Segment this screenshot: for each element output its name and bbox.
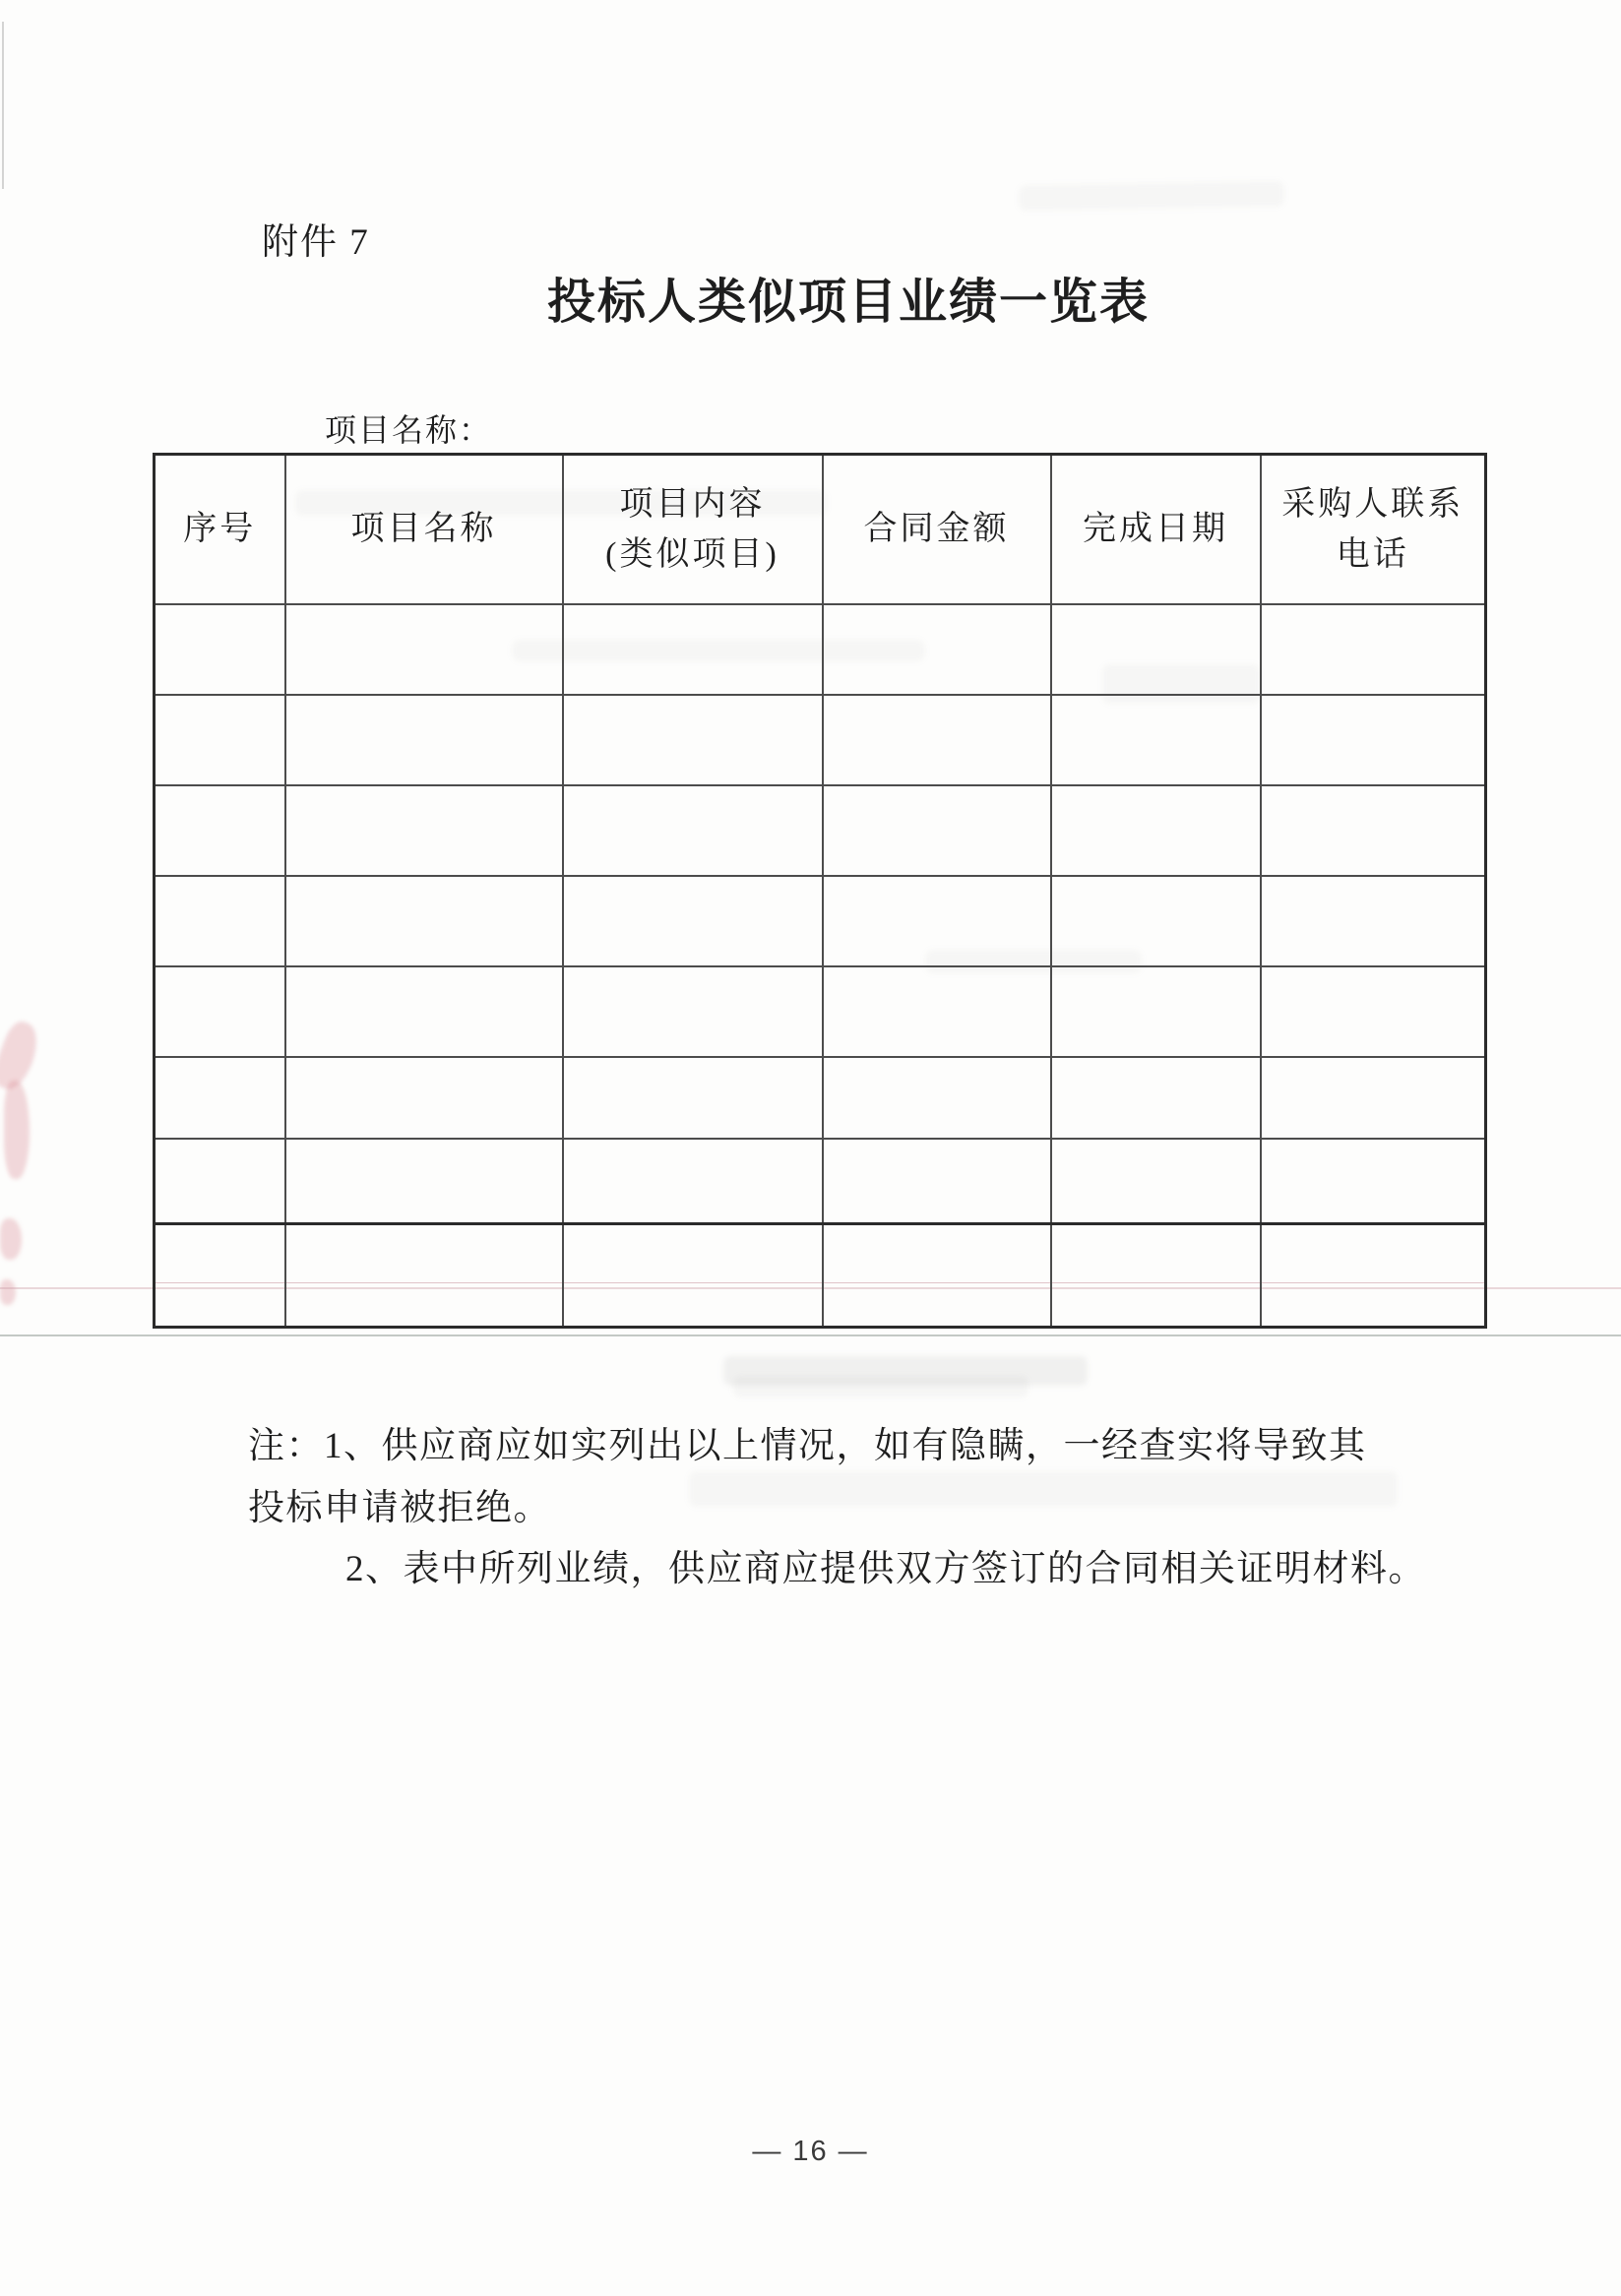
empty-cell	[1261, 966, 1486, 1057]
column-header-label: 项目名称	[350, 511, 497, 548]
table-empty-row	[155, 604, 1486, 695]
column-header-label: (类似项目)	[605, 535, 779, 573]
empty-cell	[823, 1057, 1051, 1139]
column-header-label: 采购人联系	[1281, 485, 1465, 523]
empty-cell	[1051, 966, 1261, 1057]
empty-cell	[1051, 604, 1261, 695]
empty-cell	[1051, 1139, 1261, 1224]
empty-cell	[563, 1283, 823, 1328]
page-number: — 16 —	[752, 2136, 869, 2167]
empty-cell	[285, 785, 563, 876]
pink-ink-artifact	[4, 1081, 30, 1179]
table-empty-row	[155, 1057, 1486, 1139]
empty-cell	[155, 1224, 285, 1283]
empty-cell	[1261, 876, 1486, 966]
bleed-through-artifact	[723, 1356, 1088, 1386]
empty-cell	[1261, 1139, 1486, 1224]
empty-cell	[155, 604, 285, 695]
project-name-label: 项目名称：	[325, 412, 493, 448]
empty-cell	[563, 966, 823, 1057]
empty-cell	[823, 785, 1051, 876]
empty-cell	[1051, 1283, 1261, 1328]
note-line-2: 投标申请被拒绝。	[248, 1488, 551, 1528]
pink-ink-artifact	[0, 1279, 16, 1305]
empty-cell	[823, 695, 1051, 785]
column-header-label: 序号	[183, 511, 257, 548]
empty-cell	[563, 1139, 823, 1224]
table-header-row	[155, 455, 1486, 604]
table-empty-row	[155, 1224, 1486, 1283]
bleed-through-artifact	[733, 1376, 1029, 1397]
empty-cell	[155, 1139, 285, 1224]
empty-cell	[1051, 1224, 1261, 1283]
empty-cell	[563, 1057, 823, 1139]
faint-scan-line	[0, 1334, 1621, 1336]
table-empty-row	[155, 1139, 1486, 1224]
pink-ink-artifact	[0, 1218, 22, 1260]
empty-cell	[1261, 785, 1486, 876]
table-empty-row	[155, 695, 1486, 785]
empty-cell	[155, 695, 285, 785]
empty-cell	[1051, 876, 1261, 966]
scan-edge-artifact	[2, 22, 4, 189]
empty-cell	[285, 966, 563, 1057]
column-header-label: 完成日期	[1083, 511, 1228, 548]
empty-cell	[823, 876, 1051, 966]
empty-cell	[823, 1224, 1051, 1283]
column-header-project-content	[563, 455, 823, 604]
bleed-through-artifact	[689, 1471, 1398, 1507]
empty-cell	[1051, 695, 1261, 785]
document-title: 投标人类似项目业绩一览表	[547, 275, 1151, 329]
performance-table	[153, 453, 1487, 1329]
table-empty-row	[155, 1283, 1486, 1328]
empty-cell	[563, 876, 823, 966]
column-header-label: 项目内容	[619, 485, 766, 523]
empty-cell	[1261, 695, 1486, 785]
empty-cell	[285, 1057, 563, 1139]
empty-cell	[1051, 785, 1261, 876]
column-header-project-name	[285, 455, 563, 604]
empty-cell	[563, 695, 823, 785]
empty-cell	[155, 1057, 285, 1139]
column-header-seq	[155, 455, 285, 604]
empty-cell	[823, 1139, 1051, 1224]
table-empty-row	[155, 966, 1486, 1057]
column-header-label: 电话	[1336, 535, 1409, 573]
pink-ink-artifact	[0, 1018, 44, 1093]
empty-cell	[1261, 1224, 1486, 1283]
empty-cell	[823, 966, 1051, 1057]
table-empty-row	[155, 785, 1486, 876]
empty-cell	[155, 1283, 285, 1328]
empty-cell	[285, 604, 563, 695]
empty-cell	[1261, 1283, 1486, 1328]
bleed-through-artifact	[1019, 181, 1284, 212]
empty-cell	[1051, 1057, 1261, 1139]
empty-cell	[563, 785, 823, 876]
column-header-completion-date	[1051, 455, 1261, 604]
note-line-1: 注：1、供应商应如实列出以上情况，如有隐瞒，一经查实将导致其	[248, 1426, 1367, 1466]
table-empty-row	[155, 876, 1486, 966]
empty-cell	[155, 876, 285, 966]
empty-cell	[823, 1283, 1051, 1328]
note-line-3: 2、表中所列业绩，供应商应提供双方签订的合同相关证明材料。	[345, 1549, 1426, 1589]
empty-cell	[285, 876, 563, 966]
empty-cell	[285, 695, 563, 785]
empty-cell	[823, 604, 1051, 695]
performance-table-body	[155, 604, 1486, 1328]
empty-cell	[1261, 604, 1486, 695]
empty-cell	[563, 1224, 823, 1283]
empty-cell	[285, 1283, 563, 1328]
empty-cell	[155, 785, 285, 876]
empty-cell	[1261, 1057, 1486, 1139]
column-header-label: 合同金额	[863, 511, 1010, 548]
empty-cell	[285, 1139, 563, 1224]
attachment-label: 附件 7	[262, 222, 370, 263]
column-header-purchaser-phone	[1261, 455, 1486, 604]
empty-cell	[563, 604, 823, 695]
column-header-contract-amount	[823, 455, 1051, 604]
empty-cell	[155, 966, 285, 1057]
empty-cell	[285, 1224, 563, 1283]
